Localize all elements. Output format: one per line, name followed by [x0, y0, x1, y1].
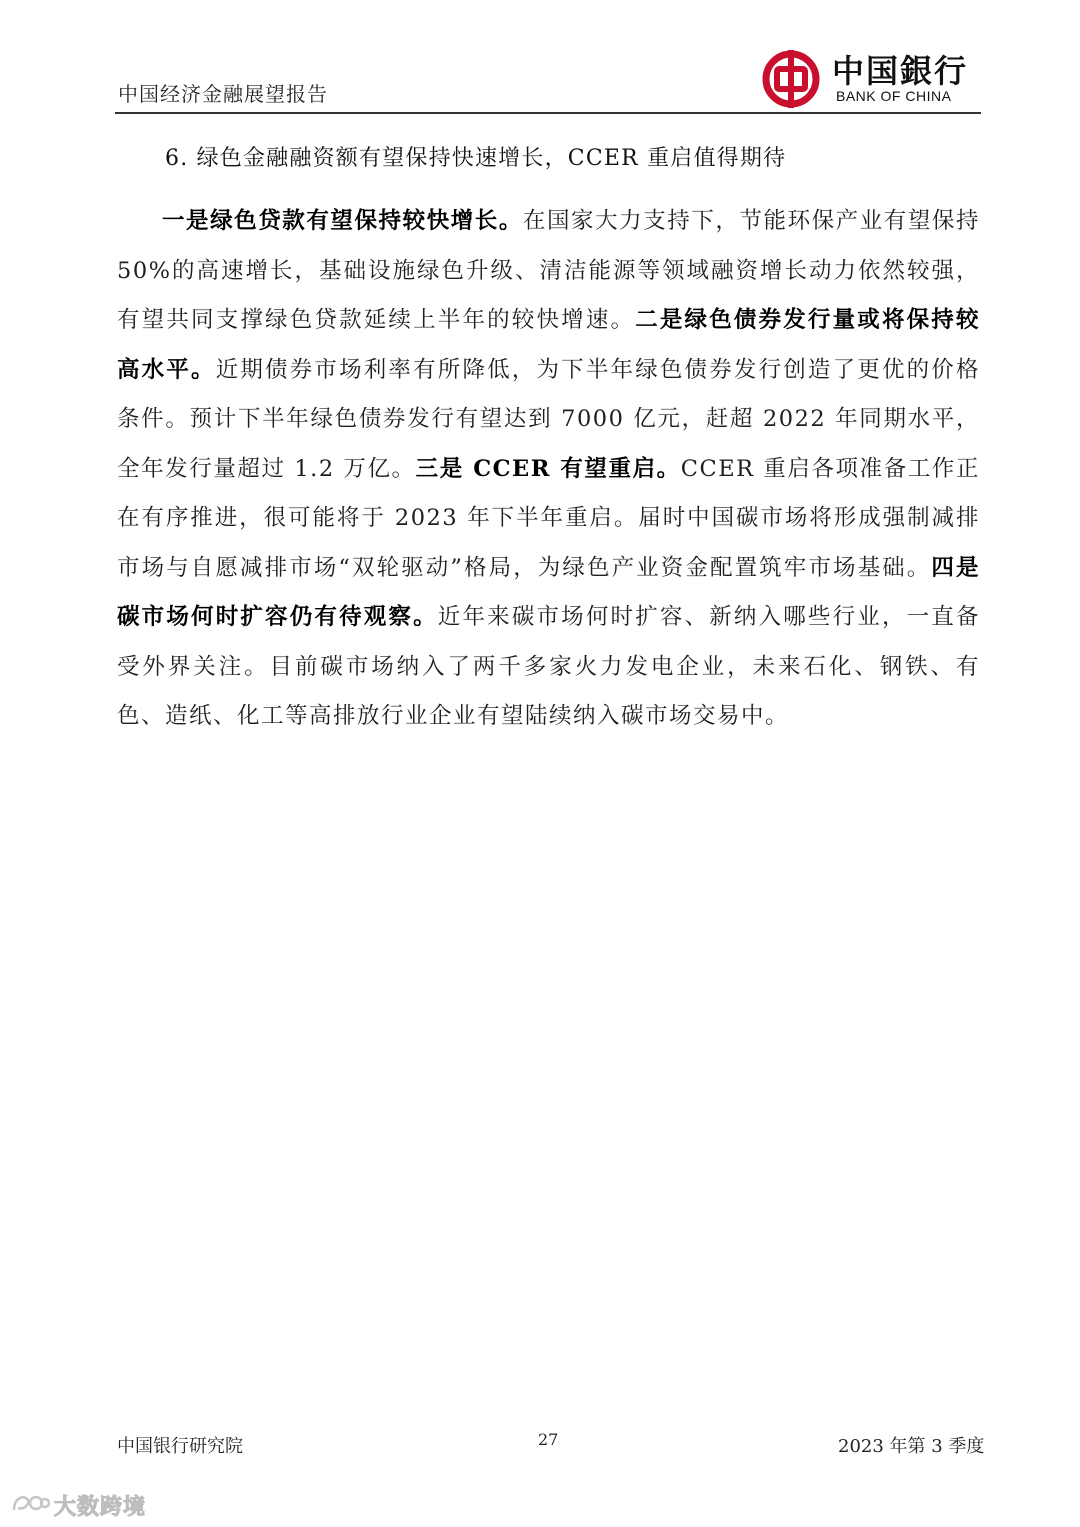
point-three-lead: 三是 CCER 有望重启。: [415, 455, 681, 482]
footer-institute: 中国银行研究院: [117, 1436, 243, 1457]
watermark: [10, 1488, 150, 1518]
watermark-text: 大数跨境: [54, 1495, 147, 1520]
footer-quarter: 2023 年第 3 季度: [838, 1436, 985, 1457]
point-two-text: 近期债券市场利率有所降低，为下半年绿色债券发行创造了更优的价格条件。预计下半年绿色债券发行有望达到 7000 亿元，赶超 2022 年同期水平，全年发行量超过 1.2 万亿。: [117, 356, 980, 482]
body-paragraph: [117, 197, 980, 742]
header-divider: [115, 112, 981, 114]
point-one-lead: 一是绿色贷款有望保持较快增长。: [162, 208, 523, 234]
page-number: 27: [538, 1430, 559, 1449]
section-heading: 6. 绿色金融融资额有望保持快速增长，CCER 重启值得期待: [165, 146, 787, 171]
point-two-lead: 二是绿色债券发行量或将保持较高水平。: [117, 307, 980, 383]
bank-logo: [760, 44, 980, 110]
logo-english-name: BANK OF CHINA: [836, 88, 952, 104]
bank-of-china-logo-icon: [760, 48, 822, 110]
report-title: 中国经济金融展望报告: [118, 82, 328, 106]
point-three-text: CCER 重启各项准备工作正在有序推进，很可能将于 2023 年下半年重启。届时中国碳市场将形成强制减排市场与自愿减排市场“双轮驱动”格局，为绿色产业资金配置筑牢市场基础。: [117, 455, 980, 581]
point-one-text: 在国家大力支持下，节能环保产业有望保持 50%的高速增长，基础设施绿色升级、清洁能源等领域融资增长动力依然较强，有望共同支撑绿色贷款延续上半年的较快增速。: [117, 208, 980, 333]
point-four-text: 近年来碳市场何时扩容、新纳入哪些行业，一直备受外界关注。目前碳市场纳入了两千多家火力发电企业，未来石化、钢铁、有色、造纸、化工等高排放行业企业有望陆续纳入碳市场交易中。: [117, 604, 980, 729]
point-four-lead: 四是碳市场何时扩容仍有待观察。: [117, 554, 980, 630]
logo-chinese-name: 中国銀行: [832, 52, 969, 90]
watermark-logo-icon: [10, 1490, 50, 1516]
